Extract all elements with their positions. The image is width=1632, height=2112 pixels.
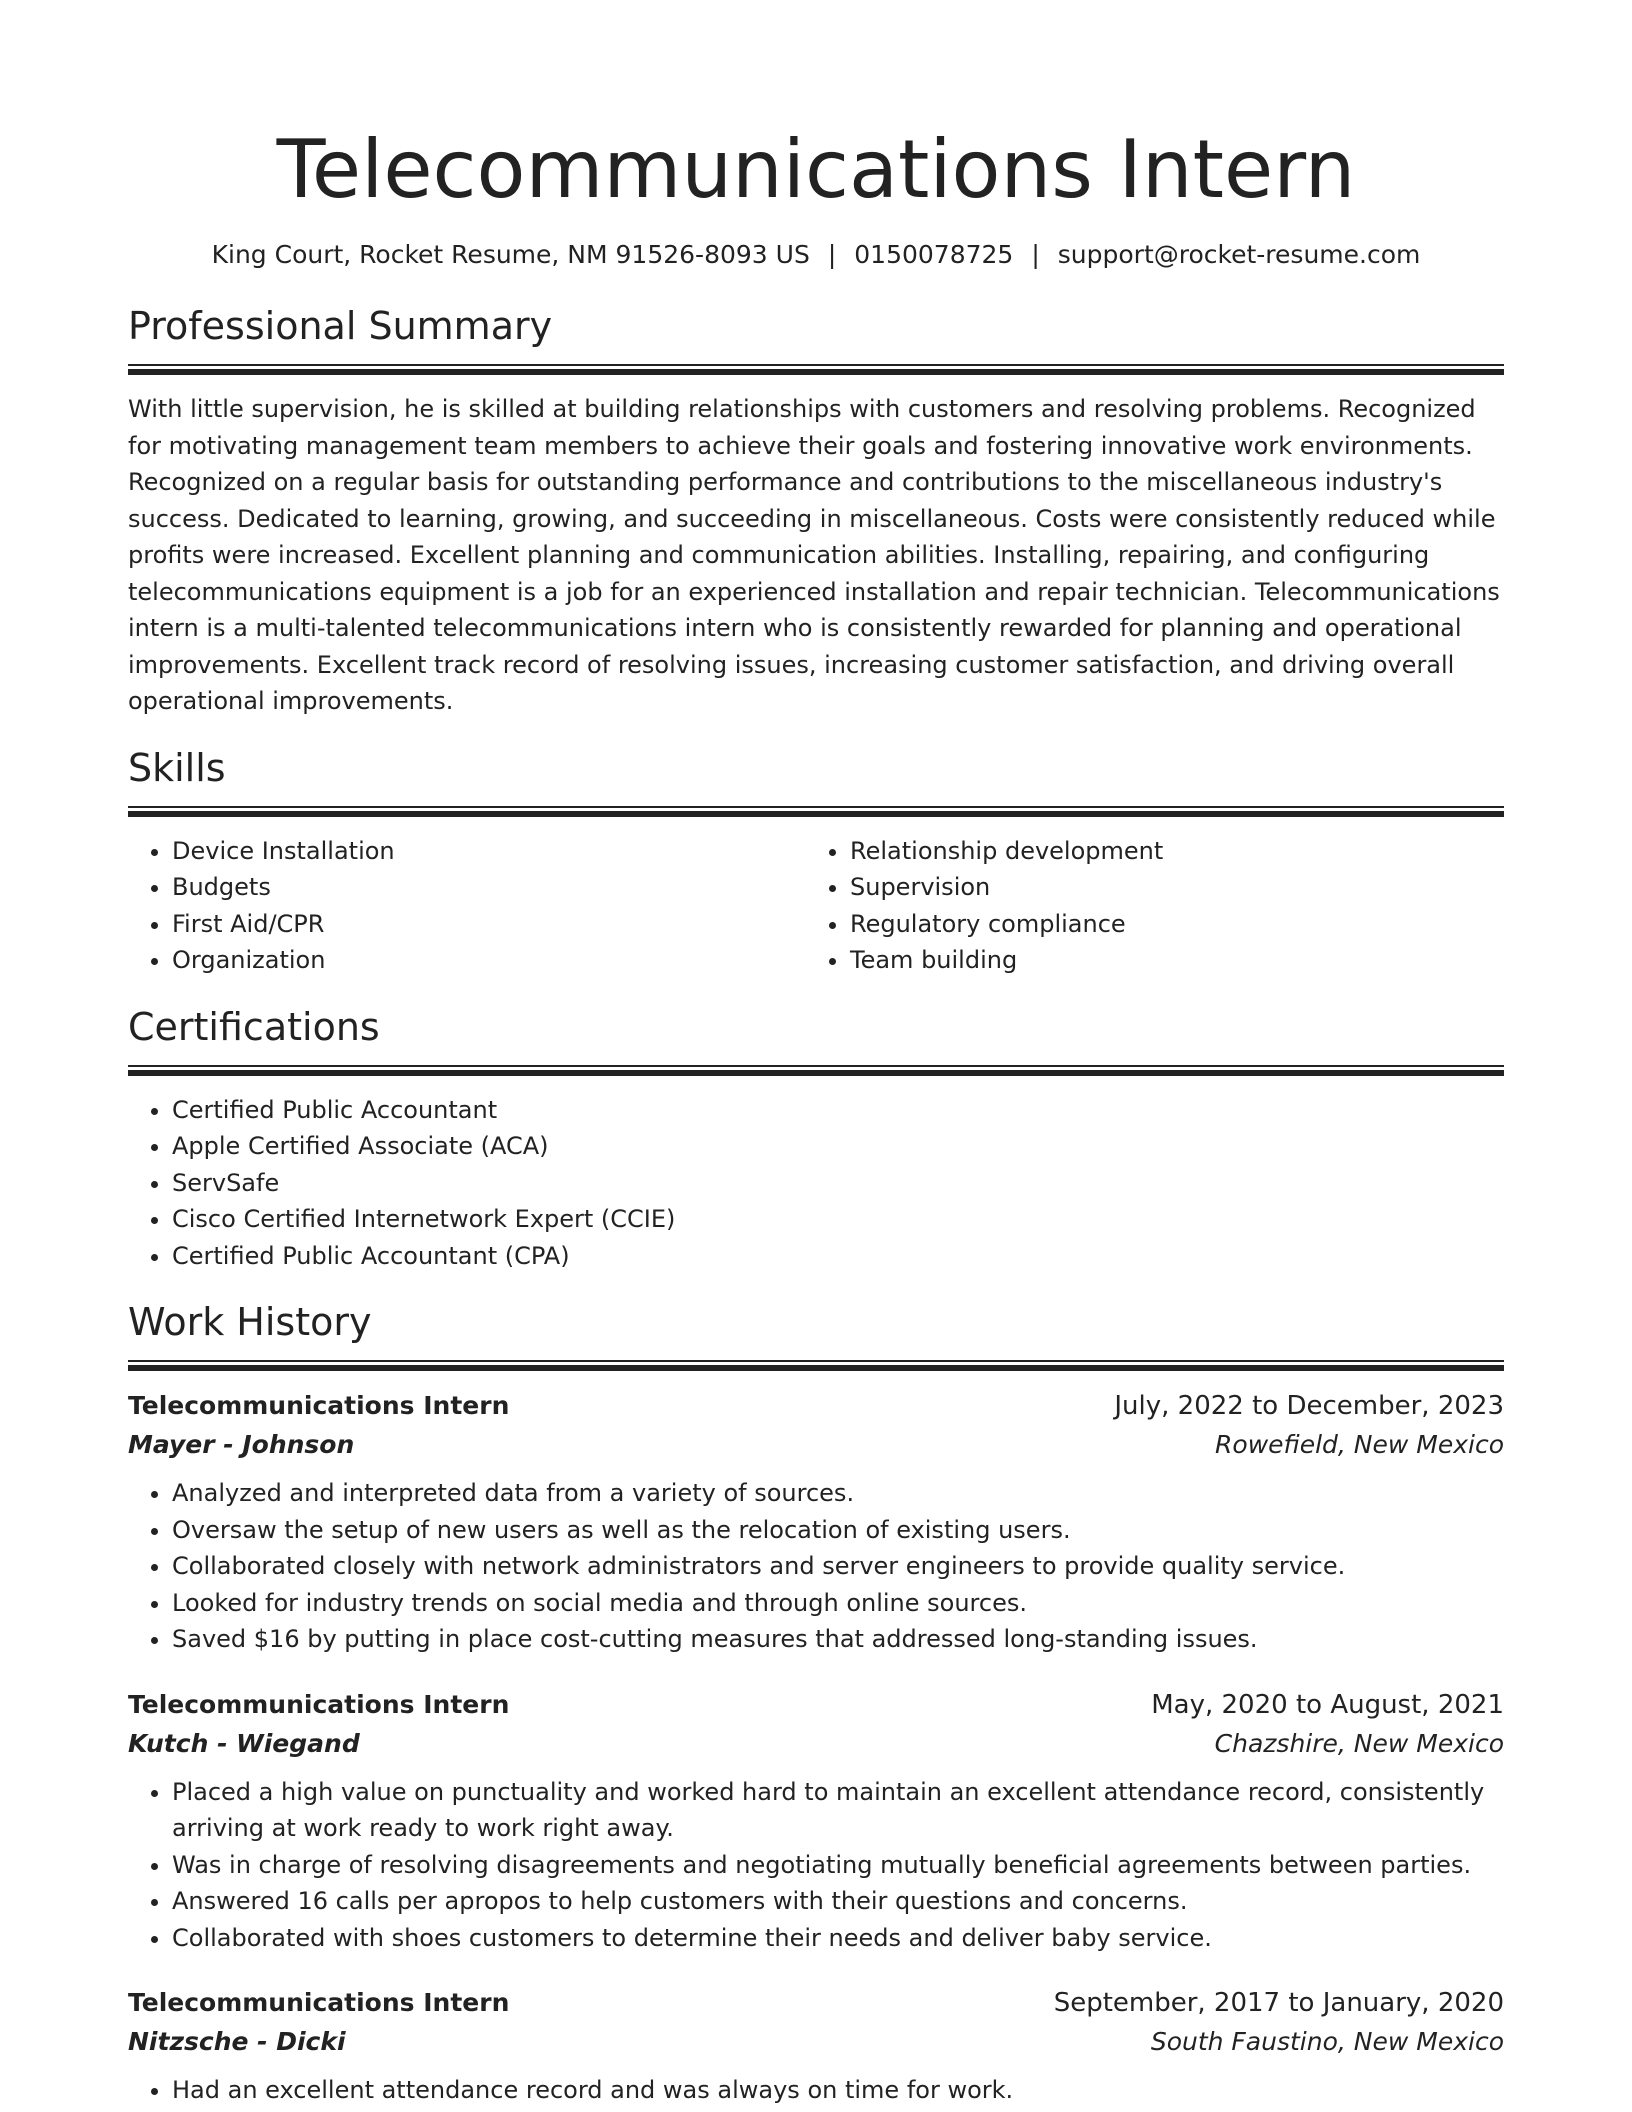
job-bullets [128,2072,1504,2109]
job-title: Telecommunications Intern [128,1988,510,2017]
skills-list-left [128,833,806,979]
certification-item: • Certified Public Accountant (CPA) [172,1238,1504,1275]
job-header [128,1984,1504,2022]
job-bullets [128,1774,1504,1957]
skill-item: • Budgets [172,869,806,906]
skill-item: • Device Installation [172,833,806,870]
job-location: Chazshire, New Mexico [1214,1728,1504,1758]
job-bullets [128,1475,1504,1658]
job-title: Telecommunications Intern [128,1689,510,1719]
job-entry [128,1984,1504,2109]
summary-heading: Professional Summary [128,304,553,348]
contact-line [128,238,1504,272]
job-entry [128,1686,1504,1957]
job-header [128,1387,1504,1425]
job-header [128,1686,1504,1724]
contact-address: King Court, Rocket Resume, NM 91526-8093 US [211,240,810,269]
summary-text: With little supervision, he is skilled at building relationships with customers and resolving problems. Recognized for motivating management team members to achieve their goals and fostering innovative work environments. Recognized on a regular basis for outstanding performance and contributions to the miscellaneous industry's success. Dedicated to learning, growing, and succeeding in miscellaneous. Costs were consistently reduced while profits were increased. Excellent planning and communication abilities. Installing, repairing, and configuring telecommunications equipment is a job for an experienced installation and repair technician. Telecommunications intern is a multi-talented telecommunications intern who is consistently rewarded for planning and operational improvements. Excellent track record of resolving issues, increasing customer satisfaction, and driving overall operational improvements. [128,395,1500,715]
job-bullet: • Had an excellent attendance record and was always on time for work. [172,2072,1504,2109]
job-dates: July, 2022 to December, 2023 [1114,1391,1504,1421]
job-bullet: • Placed a high value on punctuality and worked hard to maintain an excellent attendance record, consistently arriving at work ready to work right away. [172,1774,1504,1847]
job-dates: September, 2017 to January, 2020 [1053,1988,1504,2018]
certifications-section [128,1003,1504,1275]
job-bullet: • Collaborated closely with network administrators and server engineers to provide quality service. [172,1548,1504,1585]
job-subheader [128,1724,1504,1764]
job-bullet: • Collaborated with shoes customers to determine their needs and deliver baby service. [172,1920,1504,1957]
skills-section [128,744,1504,979]
contact-separator: | [827,240,837,269]
certification-item: • Certified Public Accountant [172,1092,1504,1129]
job-dates: May, 2020 to August, 2021 [1151,1689,1504,1720]
job-bullet: • Answered 16 calls per apropos to help customers with their questions and concerns. [172,1883,1504,1920]
skill-item: • Team building [850,942,1484,979]
work-history-section [128,1298,1504,2109]
resume-page [128,120,1504,2109]
certifications-heading: Certifications [128,1004,380,1049]
skill-item: • Supervision [850,869,1484,906]
job-company: Mayer - Johnson [128,1430,355,1459]
job-subheader [128,2022,1504,2062]
section-divider [128,1065,1504,1076]
section-divider [128,806,1504,817]
contact-separator: | [1031,240,1040,269]
skill-item: • First Aid/CPR [172,906,806,943]
section-divider [128,364,1504,375]
job-entry [128,1387,1504,1658]
job-title: Telecommunications Intern [128,1391,510,1420]
certification-item: • Apple Certified Associate (ACA) [172,1128,1504,1165]
work-history-heading: Work History [128,1300,372,1344]
skill-item: • Relationship development [850,833,1484,870]
resume-title: Telecommunications Intern [276,123,1356,216]
summary-section [128,302,1504,720]
job-bullet: • Was in charge of resolving disagreements and negotiating mutually beneficial agreements between parties. [172,1847,1504,1884]
certification-item: • ServSafe [172,1165,1504,1202]
skill-item: • Organization [172,942,806,979]
job-company: Kutch - Wiegand [128,1728,360,1758]
job-location: South Faustino, New Mexico [1150,2027,1504,2056]
contact-phone: 0150078725 [854,240,1014,269]
job-location: Rowefield, New Mexico [1215,1430,1504,1459]
skills-grid [128,833,1504,979]
section-divider [128,1360,1504,1371]
job-bullet: • Looked for industry trends on social media and through online sources. [172,1585,1504,1622]
certifications-list [128,1092,1504,1275]
job-company: Nitzsche - Dicki [128,2027,346,2056]
contact-email: support@rocket-resume.com [1057,240,1421,269]
job-bullet: • Oversaw the setup of new users as well as the relocation of existing users. [172,1512,1504,1549]
job-subheader [128,1425,1504,1465]
skill-item: • Regulatory compliance [850,906,1484,943]
certification-item: • Cisco Certified Internetwork Expert (CCIE) [172,1201,1504,1238]
job-bullet: • Analyzed and interpreted data from a variety of sources. [172,1475,1504,1512]
skills-list-right [806,833,1484,979]
job-bullet: • Saved $16 by putting in place cost-cutting measures that addressed long-standing issues. [172,1621,1504,1658]
skills-heading: Skills [128,745,226,790]
